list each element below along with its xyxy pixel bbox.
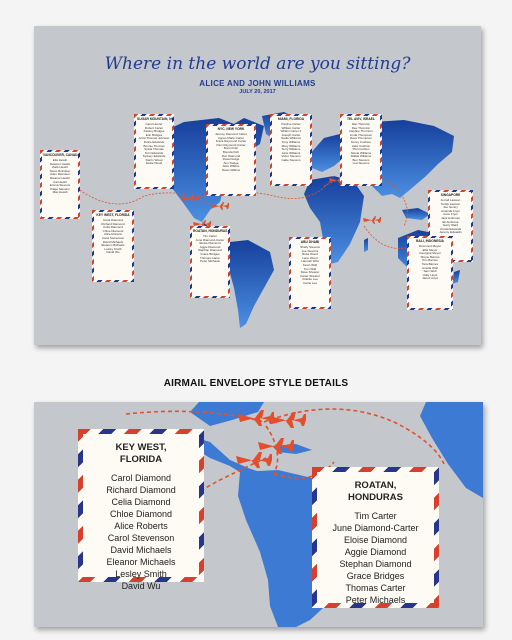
guest-name: Jerrod Lawson [440, 198, 461, 203]
guest-name: Carter Shearer [300, 273, 320, 278]
table-card-inner [291, 239, 329, 307]
guest-name: June Diamond-Carter [195, 237, 225, 242]
guest-name: Kim Barnes [422, 258, 438, 263]
guest-name: Tara Barnes [421, 262, 439, 267]
table-name: ROATAN, HONDURAS [193, 229, 228, 233]
guest-name: Eli Ambrose [442, 219, 459, 224]
guest-name: Sam Wolf [423, 269, 437, 274]
table-name: ABU DHABI [300, 240, 320, 244]
guest-name: Joe Gentry [443, 205, 458, 210]
table-card [206, 124, 256, 196]
guest-name: Teddy Lawson [440, 201, 461, 206]
guest-name: Celia Diamond [103, 225, 123, 230]
guest-name: Dorey Cushion [351, 140, 371, 145]
guest-name: Aggie Diamond [199, 244, 221, 249]
table-card-inner [342, 116, 380, 184]
guest-name: Amanda Fryer [440, 208, 460, 213]
guest-name: Thomas Carter [199, 255, 220, 260]
table-card [92, 210, 134, 282]
table-card-inner [192, 228, 228, 296]
guest-name: Dan Thornton [351, 122, 371, 127]
table-card-inner [136, 116, 172, 187]
south-america-shape [228, 240, 274, 328]
guest-name: Georgina Meyer [419, 251, 441, 256]
guest-name: Carol Hunter [145, 122, 163, 127]
guest-name: Jane Williams [281, 150, 301, 155]
guest-name: Ben Stevens [352, 157, 370, 162]
guest-name: Eleanor Michaels [106, 557, 176, 567]
guest-name: Zack Hewitt [52, 165, 68, 170]
table-name: TEL AVIV, ISRAEL [346, 117, 376, 121]
guest-name: Richard Diamond [106, 485, 176, 495]
table-card-inner [94, 212, 132, 280]
guest-name: Eloise Diamond [343, 535, 408, 545]
guest-name: Brenda Fish [222, 150, 240, 155]
guest-name: Carol Stevenson [107, 533, 175, 543]
guest-name: Reba Wood [302, 252, 318, 257]
guest-name: Dave Shearer [300, 270, 320, 275]
guest-name: Dallas Williams [350, 154, 372, 159]
guest-name: Sadie Williams [281, 136, 301, 141]
table-card-inner [208, 126, 254, 194]
guest-name: Jack Ambrose [441, 216, 460, 221]
guest-name: David Wu [106, 250, 120, 255]
card-title-line1: KEY WEST, [115, 442, 167, 453]
guest-name: Garry Ward [442, 223, 459, 228]
table-name: MIAMI, FLORIDA [277, 117, 305, 121]
guest-name: Terri Edwards [144, 150, 164, 155]
guest-name: Alice Roberts [114, 521, 168, 531]
table-name: VANCOUVER, CANADA [43, 153, 80, 157]
guest-name: Tim Carter [202, 234, 218, 239]
guest-name: Chloe Diamond [102, 228, 124, 233]
airplane-icon [270, 412, 306, 428]
guest-name: Nicole Williams [350, 150, 372, 155]
flight-route [266, 426, 278, 474]
table-card [134, 114, 174, 189]
guest-name: Emma Stevens [49, 183, 71, 188]
guest-name: Lea Stevens [352, 161, 370, 166]
guest-name: Terry Williams [281, 147, 301, 152]
guest-name: Pauline Carter [281, 122, 301, 127]
guest-name: David Michaels [110, 545, 172, 555]
guest-name: Tom Wild [303, 266, 317, 271]
guest-name: Paige Stevens [50, 186, 70, 191]
guest-name: Victor Stevens [281, 154, 301, 159]
guest-name: Thomas Carter [345, 583, 406, 593]
event-date: JULY 20, 2017 [239, 89, 276, 95]
guest-name: Aden Reindeer [49, 172, 70, 177]
guest-name: Tony Williams [281, 140, 301, 145]
guest-name: Stephan Diamond [197, 248, 223, 253]
table-card [270, 114, 312, 186]
guest-name: Eloise Diamond [199, 241, 221, 246]
guest-name: Dave Thompson [350, 136, 372, 141]
guest-name: Aggie Diamond [344, 547, 407, 557]
guest-name: Eleanor Hewitt [50, 176, 70, 181]
guest-name: Cal Hewitt [53, 179, 67, 184]
guest-name: Hannah Wild [301, 259, 319, 264]
guest-name: Daphne Thornton [349, 129, 373, 134]
guest-name: William Carter [281, 125, 301, 130]
guest-name: Carol Stevenson [101, 236, 125, 241]
guest-name: Richard Diamond [101, 221, 125, 226]
guest-name: Alice Wilkins [222, 164, 240, 169]
guest-name: Jared Lloyd [422, 276, 438, 281]
guest-name: Phil Cushion [352, 147, 370, 152]
guest-name: Ann Dodge [223, 160, 239, 165]
guest-name: June Diamond-Carter [332, 523, 419, 533]
guest-name: Lesley Smith [104, 246, 122, 251]
guest-name: Alice Roberts [104, 232, 122, 237]
guest-name: Holly Lloyd [422, 272, 438, 277]
guest-name: Erin Bridges [145, 132, 163, 137]
guest-name: Wiliam Carter II [280, 129, 302, 134]
guest-name: Dawson Hewitt [49, 161, 70, 166]
guest-name: Jeremy Diamond Carter [215, 132, 247, 137]
guest-name: Steve Reindeer [49, 168, 71, 173]
guest-name: Bonni Fish [223, 146, 239, 151]
guest-name: Robert Carter [144, 125, 164, 130]
guest-name: Jake Cushion [351, 143, 371, 148]
guest-name: Peter Michaels [345, 595, 406, 605]
guest-name: Dolce Edwards [143, 140, 165, 145]
card-title-line2: HONDURAS [348, 492, 403, 503]
guest-list [321, 510, 430, 606]
table-name: NYC, NEW YORK [217, 127, 245, 131]
guest-name: Gabe Stevens [281, 157, 301, 162]
table-card [40, 150, 80, 219]
airplane-icon [363, 216, 381, 224]
guest-name: Grace Bridges [200, 252, 220, 257]
guest-name: Ron Diamond [221, 153, 241, 158]
table-name: SINGAPORE [440, 193, 461, 197]
poster-title: Where in the world are you sitting? [104, 54, 411, 74]
guest-name: Sydney Edwards [142, 154, 166, 159]
guest-name: Joe Stevens [301, 248, 319, 253]
guest-name: Bonnie Thomas [143, 143, 165, 148]
guest-name: Mary Williams [281, 143, 301, 148]
guest-name: Ellie Meyer [422, 247, 438, 252]
table-name: SUGAR MOUNTAIN, NC [137, 117, 174, 121]
table-card-inner [409, 238, 451, 308]
guest-name: Pam Raymond Carter [216, 142, 246, 147]
table-card-inner [42, 152, 78, 217]
guest-name: Kevin Wild [302, 263, 318, 268]
guest-name: Linda Thompson [349, 132, 373, 137]
guest-name: Anita Thomas Johnson [138, 136, 170, 141]
guest-name: Dee Thornton [351, 125, 371, 130]
guest-name: Tim Carter [354, 511, 397, 521]
guest-name: Max Hewitt [52, 190, 68, 195]
guest-name: Ella Hewitt [52, 158, 68, 163]
guest-name: Carol Diamond [110, 473, 172, 483]
guest-name: Rosa Dodge [222, 157, 240, 162]
table-card [340, 114, 382, 186]
guest-name: Shelly Stevens [300, 245, 320, 250]
guest-name: Joseph Carter [281, 132, 301, 137]
card-title-line2: FLORIDA [119, 454, 163, 465]
guest-name: Sylvia Thomas [144, 147, 164, 152]
key-west-card-detail [78, 429, 204, 591]
guest-name: Jeremy Edwards [439, 230, 462, 235]
guest-name: Dawn Wilkins [221, 167, 240, 172]
table-card [407, 236, 453, 310]
guest-name: Carol Diamond [102, 218, 123, 223]
guest-name: Darrin Wood [145, 157, 163, 162]
guest-name: Peter Michaels [200, 259, 220, 264]
guest-name: Shane Barnes [420, 254, 440, 259]
guest-name: Eleanor Michaels [101, 243, 125, 248]
table-card-inner [272, 116, 310, 184]
guest-name: Paisley Bridges [143, 129, 165, 134]
guest-name: Stephan Diamond [339, 559, 412, 569]
guest-name: Amelia Wolf [422, 265, 438, 270]
guest-list [87, 472, 195, 592]
guest-name: Celia Diamond [111, 497, 171, 507]
guest-name: Frank Raymond Carter [215, 139, 247, 144]
guest-name: Desmond Meyer [418, 244, 441, 249]
table-name: KEY WEST, FLORIDA [96, 213, 130, 217]
card-title-line1: ROATAN, [354, 480, 397, 491]
guest-name: Carrie Lee [302, 280, 317, 285]
table-name: BALI, INDONESIA [416, 239, 444, 243]
guest-name: Lane Wood [302, 255, 318, 260]
guest-name: David Wu [121, 581, 161, 591]
couple-names: ALICE AND JOHN WILLIAMS [199, 79, 316, 88]
guest-name: David Michaels [102, 239, 124, 244]
guest-name: Violette Lee [302, 277, 318, 282]
table-card [190, 226, 230, 298]
seating-chart-poster [34, 26, 481, 345]
section-heading: AIRMAIL ENVELOPE STYLE DETAILS [163, 378, 349, 389]
guest-name: Chloe Diamond [109, 509, 173, 519]
guest-name: Ursula Edwards [439, 226, 462, 231]
guest-name: Nettie Wood [145, 161, 163, 166]
detail-close-up [34, 402, 483, 627]
guest-name: Lesley Smith [115, 569, 167, 579]
roatan-card-detail [312, 467, 439, 608]
guest-name: Cece Fryer [443, 212, 458, 217]
guest-name: Agnes Marie Carter [217, 135, 244, 140]
guest-name: Grace Bridges [346, 571, 405, 581]
table-card [289, 237, 331, 309]
